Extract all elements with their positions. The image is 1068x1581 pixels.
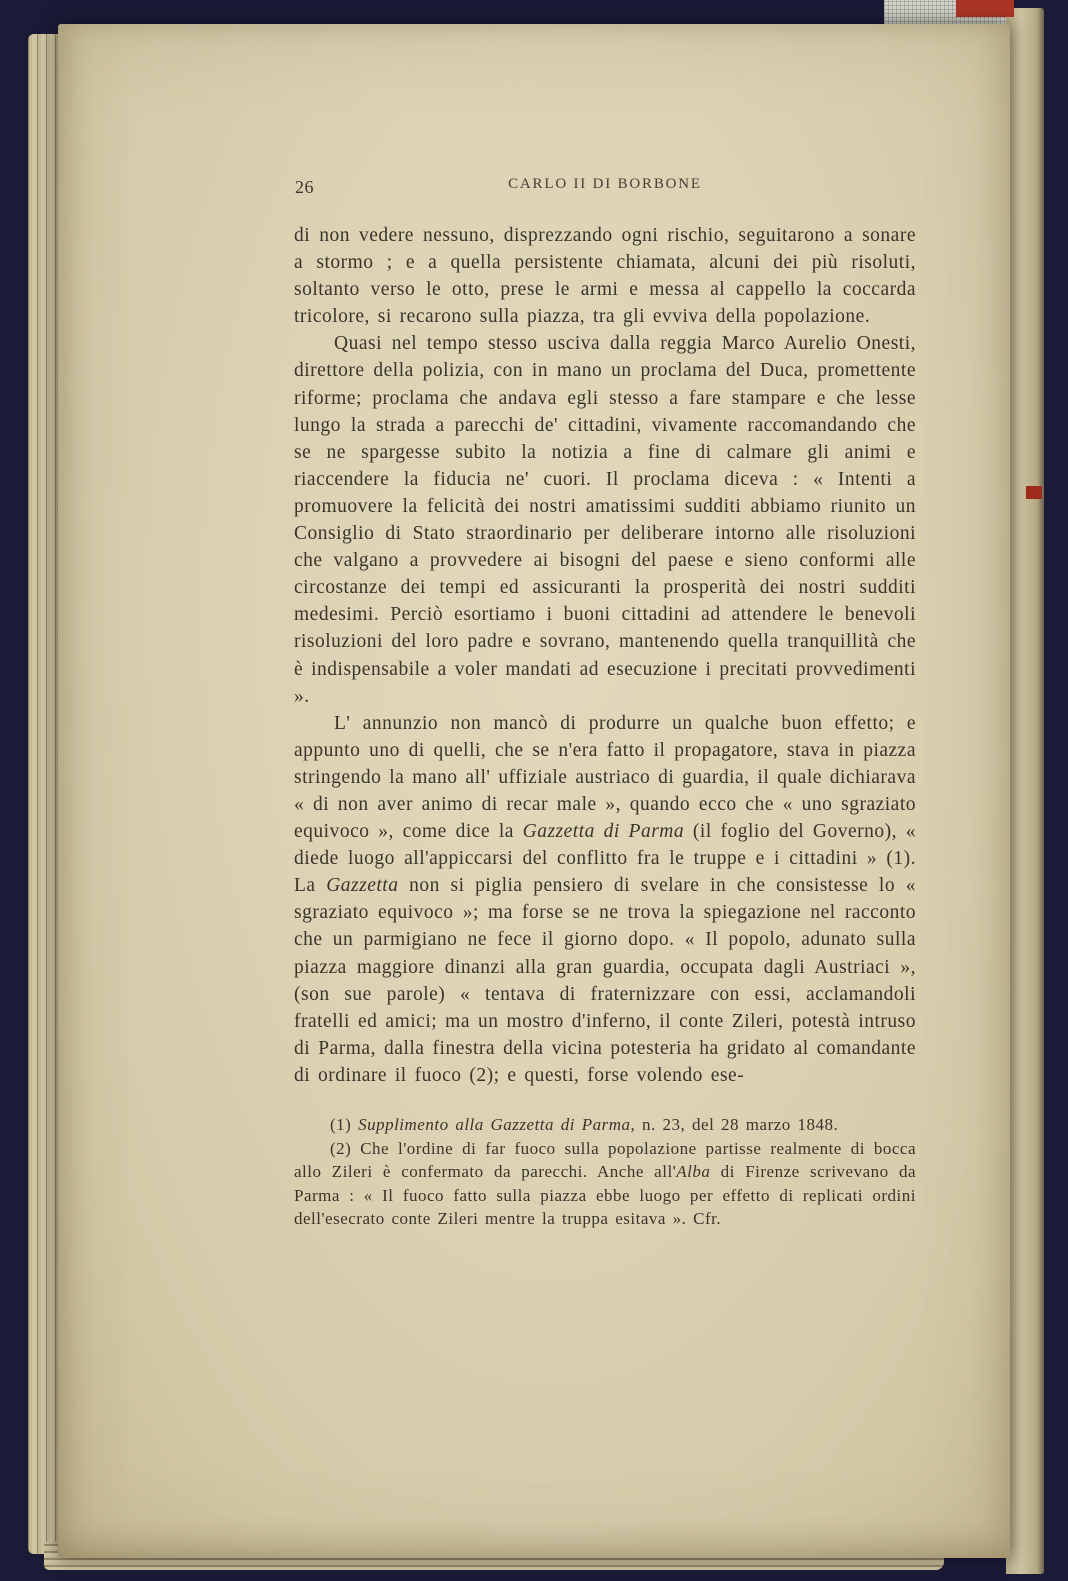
footnote-item — [294, 1137, 916, 1231]
italic-text-run: Alba — [676, 1162, 711, 1181]
text-run: L' annunzio non mancò di produrre un qualche buon effetto; e appunto uno di quelli, che se n'era fatto il propagatore, stava in piazza stringendo la mano all' uffiziale austriaco di guardia, il quale dichiarava « di non aver animo di recar male », quando ecco che « uno sgraziato equivoco », come dice la — [294, 712, 916, 843]
text-run: di non vedere nessuno, disprezzando ogni rischio, seguitarono a sonare a stormo ; e a quella persistente chiamata, alcuni dei più risoluti, soltanto verso le otto, prese le armi e messa al cappello la coccarda tricolore, si recarono sulla piazza, tra gli evviva della popolazione. — [294, 225, 916, 328]
text-run: di Firenze scrivevano da Parma : « Il fuoco fatto sulla piazza ebbe luogo per effetto di replicati ordini dell'esecrato conte Zileri mentre la truppa esitava ». Cfr. — [294, 1162, 916, 1228]
page-header — [294, 176, 916, 200]
text-run: n. 23, del 28 marzo 1848. — [635, 1115, 839, 1134]
page-content — [294, 176, 916, 1231]
italic-text-run: Gazzetta di Parma — [522, 821, 685, 843]
text-run: Quasi nel tempo stesso usciva dalla reggia Marco Aurelio Onesti, direttore della polizia, con in mano un proclama del Duca, promettente riforme; proclama che andava egli stesso a fare stampare e che lesse lungo la strada a parecchi de' cittadini, vivamente raccomandando che se ne spargesse subito la notizia a fine di calmare gli animi e riaccendere la fiducia ne' cuori. Il proclama diceva : « Intenti a promuovere la felicità dei nostri amatissimi sudditi abbiamo riunito un Consiglio di Stato straordinario per deliberare intorno alle risoluzioni che valgano a provvedere ai bisogni del paese e sieno conformi alle circostanze dei tempi ed assicuranti la prosperità dei nostri sudditi medesimi. Perciò esortiamo i buoni cittadini ad attendere le benevoli risoluzioni del loro padre e sovrano, mantenendo quella tranquillità che è indispensabile a voler mandati ad esecuzione i precitati provvedimenti ». — [294, 333, 916, 707]
running-header: CARLO II DI BORBONE — [508, 176, 702, 192]
footnote-item — [294, 1113, 916, 1137]
text-run: non si piglia pensiero di svelare in che consistesse lo « sgraziato equivoco »; ma forse se ne trova la spiegazione nel racconto che un parmigiano ne fece il giorno dopo. « Il popolo, adunato sulla piazza maggiore dinanzi alla gran guardia, occupata dagli Austriaci », (son sue parole) « tentava di fraternizzare con essi, acclamandoli fratelli ed amici; ma un mostro d'inferno, il conte Zileri, potestà intruso di Parma, dalla finestra della vicina potesteria ha gridato al comandante di ordinare il fuoco (2); e questi, forse volendo ese- — [294, 875, 916, 1086]
red-edge-mark — [1026, 486, 1042, 499]
text-run: (1) — [330, 1115, 359, 1134]
body-paragraphs — [294, 222, 916, 1089]
footnotes — [294, 1113, 916, 1231]
book-page — [58, 24, 1010, 1558]
text-run: (il foglio del Governo), « diede luogo all'appiccarsi del conflitto fra le truppe e i cittadini » (1). La — [294, 821, 916, 897]
red-binding-mark — [956, 0, 1014, 17]
page-number: 26 — [295, 177, 314, 197]
body-paragraph — [294, 222, 916, 330]
body-paragraph — [294, 710, 916, 1089]
body-paragraph — [294, 330, 916, 709]
text-run: (2) Che l'ordine di far fuoco sulla popolazione partisse realmente di bocca allo Zileri è confermato da parecchi. Anche all' — [294, 1138, 916, 1181]
italic-text-run: Supplimento alla Gazzetta di Parma, — [358, 1115, 636, 1134]
italic-text-run: Gazzetta — [326, 875, 399, 897]
adjacent-page-edge — [1006, 8, 1044, 1574]
